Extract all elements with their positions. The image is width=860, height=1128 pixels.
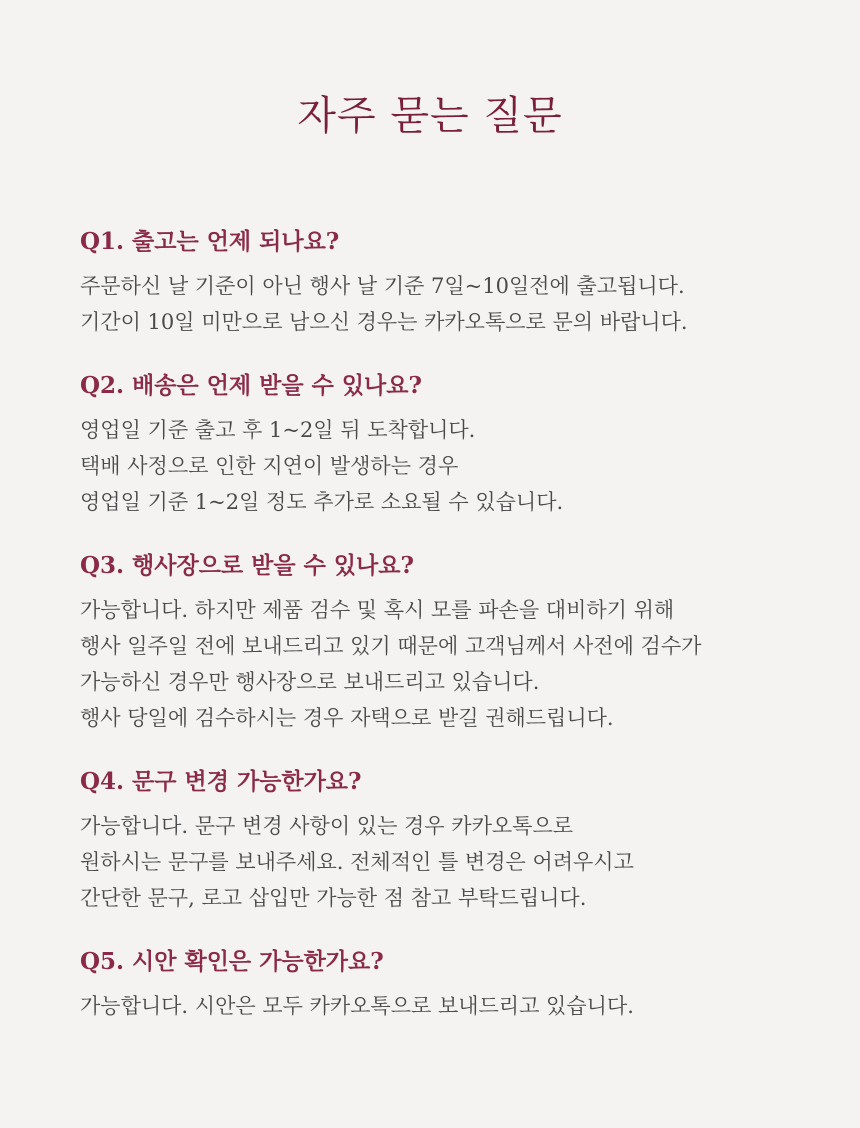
faq-question: Q3. 행사장으로 받을 수 있나요? <box>80 552 414 579</box>
faq-answer-line: 원하시는 문구를 보내주세요. 전체적인 틀 변경은 어려우시고 <box>80 850 634 874</box>
faq-answer-line: 영업일 기준 출고 후 1~2일 뒤 도착합니다. <box>80 418 476 442</box>
faq-answer-line: 가능하신 경우만 행사장으로 보내드리고 있습니다. <box>80 670 540 694</box>
faq-question: Q4. 문구 변경 가능한가요? <box>80 768 362 795</box>
faq-answer-line: 행사 당일에 검수하시는 경우 자택으로 받길 권해드립니다. <box>80 706 614 730</box>
page-title: 자주 묻는 질문 <box>297 93 563 139</box>
faq-answer-line: 주문하신 날 기준이 아닌 행사 날 기준 7일~10일전에 출고됩니다. <box>80 274 685 298</box>
faq-answer-line: 기간이 10일 미만으로 남으신 경우는 카카오톡으로 문의 바랍니다. <box>80 310 688 334</box>
faq-item <box>80 946 780 1024</box>
faq-answer-line: 가능합니다. 하지만 제품 검수 및 혹시 모를 파손을 대비하기 위해 <box>80 598 675 622</box>
faq-item <box>80 550 780 736</box>
faq-question: Q5. 시안 확인은 가능한가요? <box>80 948 384 975</box>
faq-list <box>80 226 780 1024</box>
faq-question: Q1. 출고는 언제 되나요? <box>80 228 340 255</box>
faq-answer-line: 가능합니다. 시안은 모두 카카오톡으로 보내드리고 있습니다. <box>80 994 634 1018</box>
faq-question: Q2. 배송은 언제 받을 수 있나요? <box>80 372 422 399</box>
faq-answer-line: 간단한 문구, 로고 삽입만 가능한 점 참고 부탁드립니다. <box>80 886 587 910</box>
faq-answer-line: 택배 사정으로 인한 지연이 발생하는 경우 <box>80 454 459 478</box>
faq-answer-line: 영업일 기준 1~2일 정도 추가로 소요될 수 있습니다. <box>80 490 564 514</box>
faq-item <box>80 226 780 340</box>
faq-item <box>80 370 780 520</box>
faq-item <box>80 766 780 916</box>
faq-answer-line: 행사 일주일 전에 보내드리고 있기 때문에 고객님께서 사전에 검수가 <box>80 634 702 658</box>
faq-answer-line: 가능합니다. 문구 변경 사항이 있는 경우 카카오톡으로 <box>80 814 574 838</box>
